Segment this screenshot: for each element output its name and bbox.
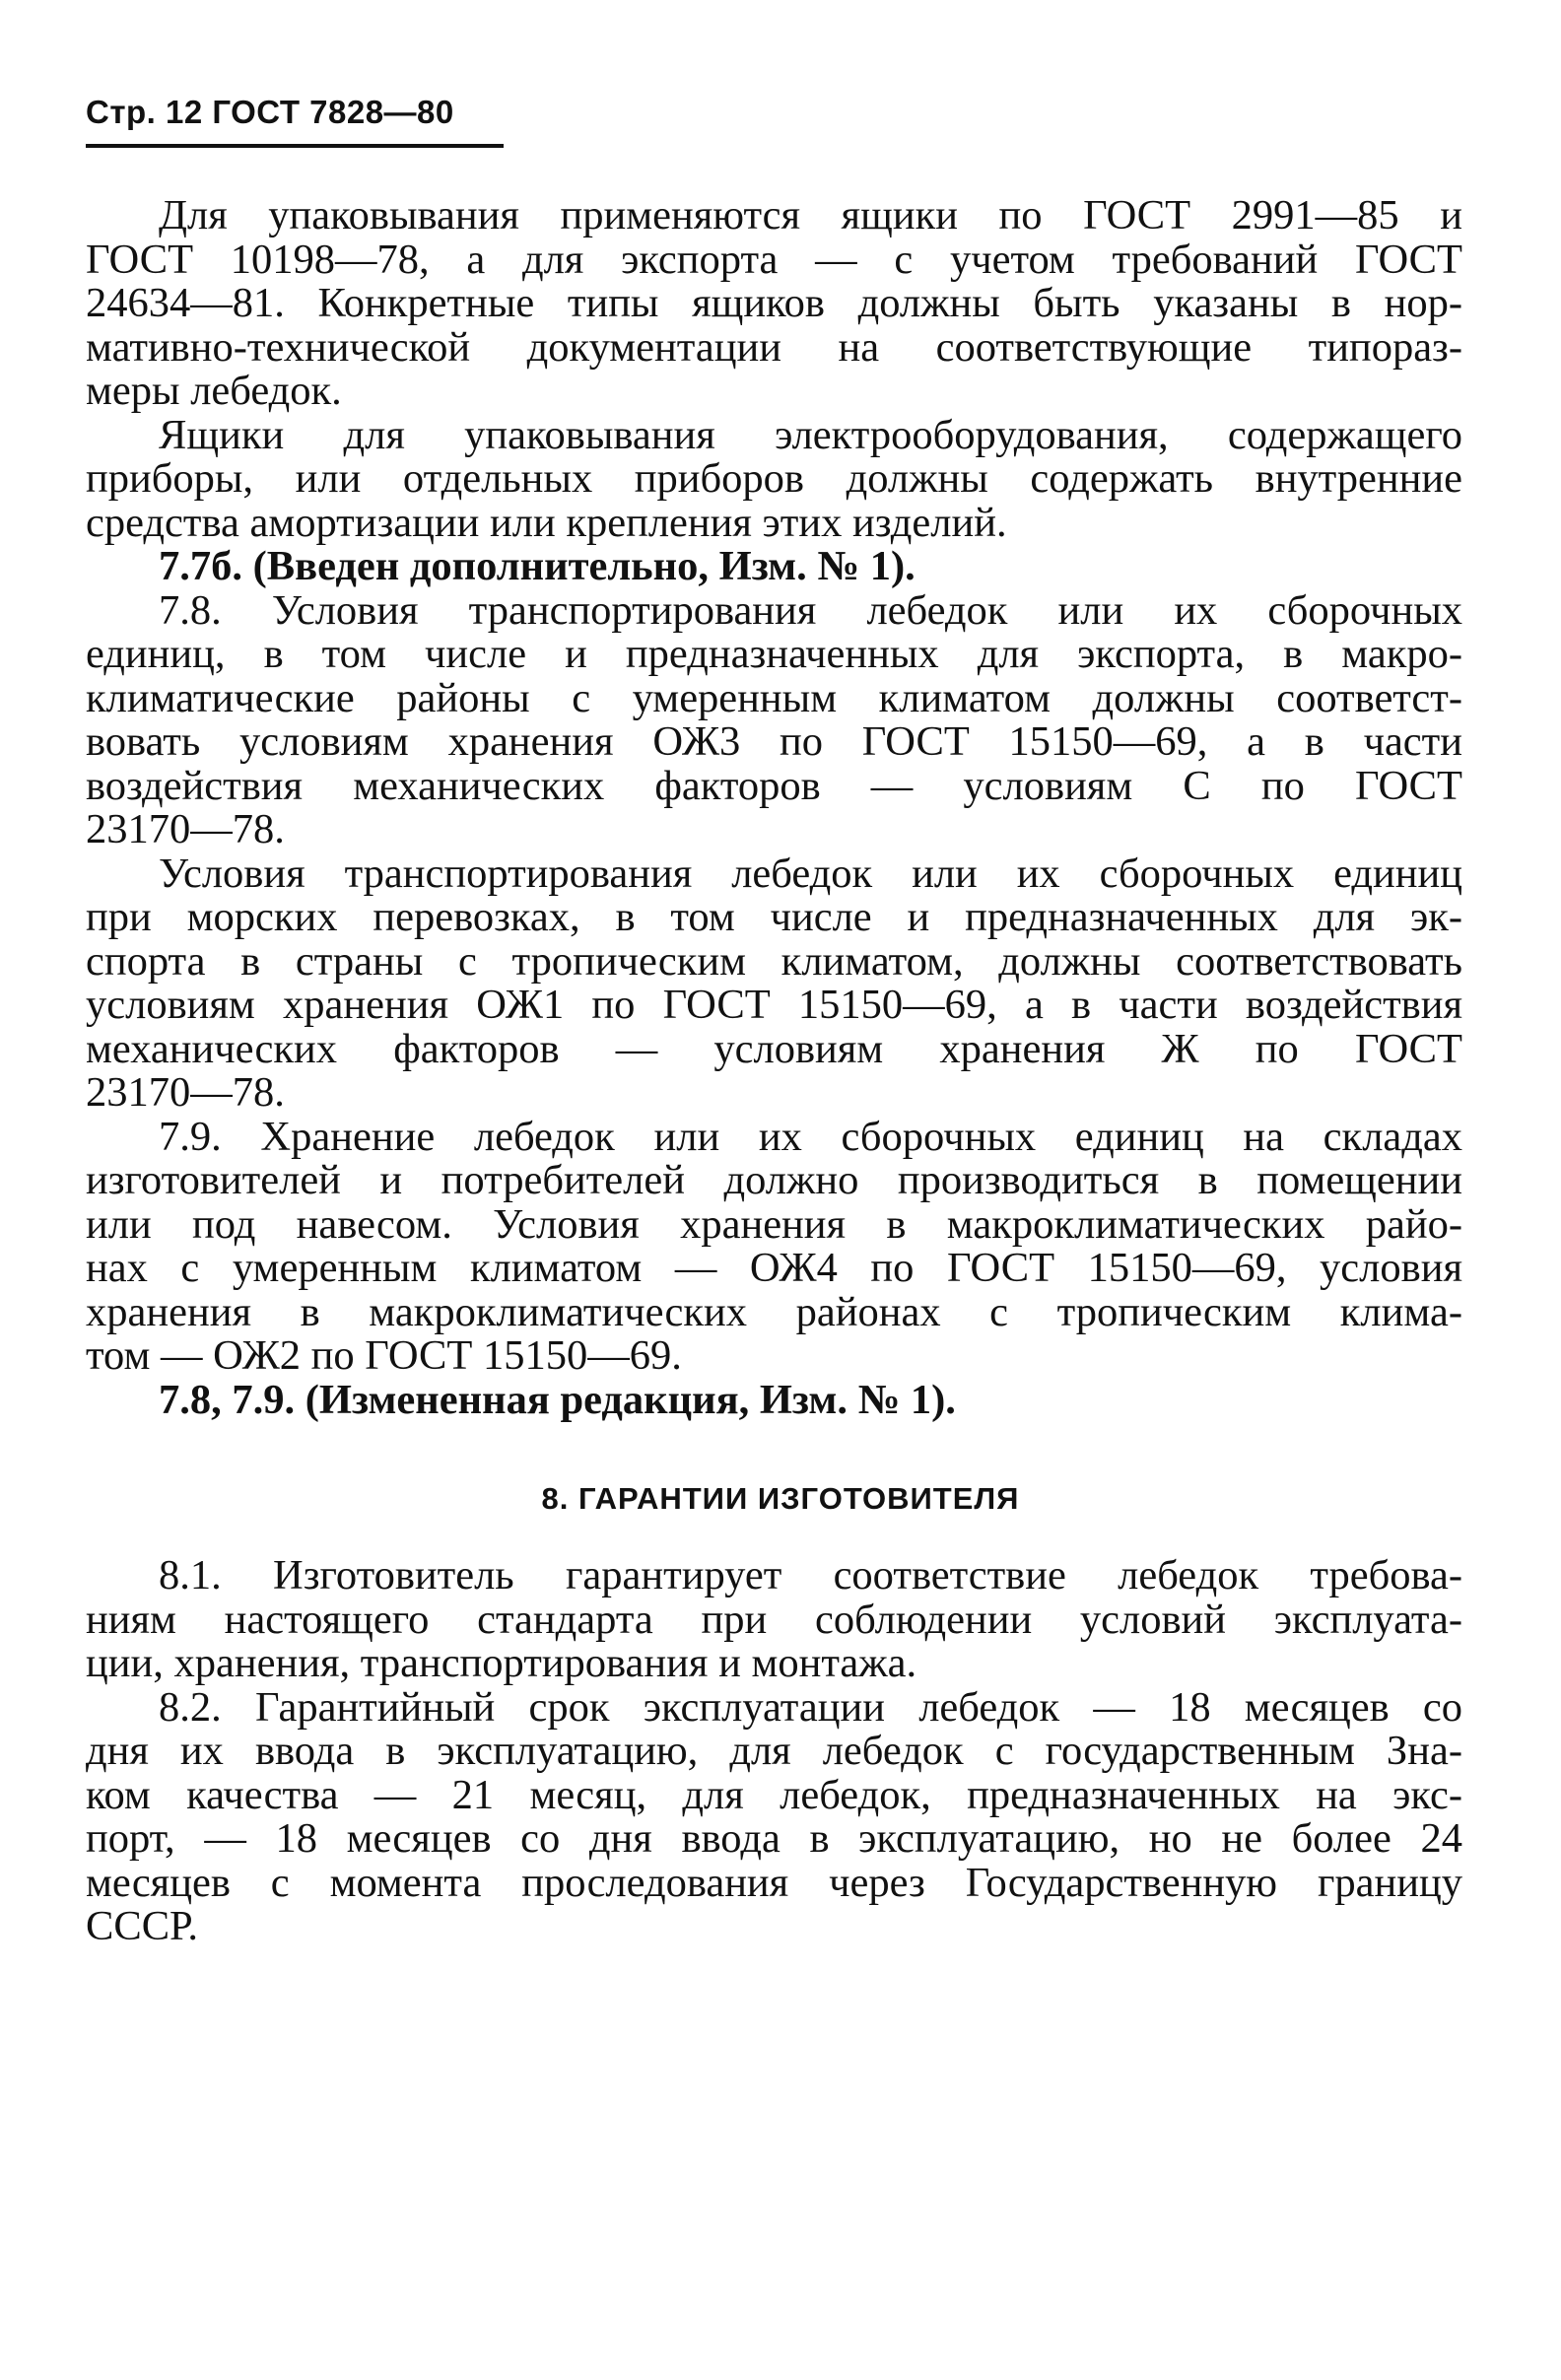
text-line: при морских перевозках, в том числе и предназначенных для эк- bbox=[86, 896, 1462, 940]
text-line: Условия транспортирования лебедок или их сборочных единиц bbox=[159, 851, 1462, 896]
text-line: средства амортизации или крепления этих изделий. bbox=[86, 501, 1007, 545]
text-line: 8.1. Изготовитель гарантирует соответствие лебедок требова- bbox=[159, 1554, 1462, 1598]
text-line: Для упаковывания применяются ящики по ГОСТ 2991—85 и bbox=[159, 194, 1462, 238]
text-line: месяцев с момента проследования через Государственную границу bbox=[86, 1861, 1462, 1905]
text-line: 7.8. Условия транспортирования лебедок или их сборочных bbox=[159, 588, 1462, 633]
text-line: ниям настоящего стандарта при соблюдении условий эксплуата- bbox=[86, 1598, 1462, 1642]
text-line: ГОСТ 10198—78, а для экспорта — с учетом требований ГОСТ bbox=[86, 238, 1462, 282]
text-line: СССР. bbox=[86, 1905, 198, 1949]
text-line: климатические районы с умеренным климатом должны соответст- bbox=[86, 676, 1462, 720]
text-line: изготовителей и потребителей должно производиться в помещении bbox=[86, 1159, 1462, 1203]
text-line: хранения в макроклиматических районах с тропическим клима- bbox=[86, 1290, 1462, 1334]
text-line: мативно-технической документации на соответствующие типораз- bbox=[86, 325, 1462, 370]
text-line: 23170—78. bbox=[86, 808, 285, 852]
amendment-note: 7.8, 7.9. (Измененная редакция, Изм. № 1). bbox=[159, 1378, 956, 1422]
page-header: Стр. 12 ГОСТ 7828—80 bbox=[86, 94, 454, 130]
text-line: 8.2. Гарантийный срок эксплуатации лебедок — 18 месяцев со bbox=[159, 1685, 1462, 1730]
text-line: ком качества — 21 месяц, для лебедок, предназначенных на экс- bbox=[86, 1773, 1462, 1817]
header-rule bbox=[86, 144, 504, 148]
text-line: воздействия механических факторов — условиям С по ГОСТ bbox=[86, 764, 1462, 808]
text-line: вовать условиям хранения ОЖ3 по ГОСТ 15150—69, а в части bbox=[86, 720, 1462, 765]
text-line: 24634—81. Конкретные типы ящиков должны быть указаны в нор- bbox=[86, 282, 1462, 326]
amendment-note: 7.7б. (Введен дополнительно, Изм. № 1). bbox=[159, 545, 916, 589]
text-line: порт, — 18 месяцев со дня ввода в эксплуатацию, но не более 24 bbox=[86, 1817, 1462, 1862]
text-line: ции, хранения, транспортирования и монтажа. bbox=[86, 1642, 917, 1686]
text-line: дня их ввода в эксплуатацию, для лебедок с государственным Зна- bbox=[86, 1730, 1462, 1774]
section-8-text bbox=[86, 1554, 1462, 1949]
text-line: спорта в страны с тропическим климатом, должны соответствовать bbox=[86, 939, 1462, 984]
text-line: 7.9. Хранение лебедок или их сборочных единиц на складах bbox=[159, 1115, 1462, 1159]
text-line: том — ОЖ2 по ГОСТ 15150—69. bbox=[86, 1334, 682, 1379]
section-heading: 8. ГАРАНТИИ ИЗГОТОВИТЕЛЯ bbox=[541, 1481, 1020, 1516]
text-line: меры лебедок. bbox=[86, 370, 342, 414]
text-line: или под навесом. Условия хранения в макроклиматических райо- bbox=[86, 1202, 1462, 1247]
text-line: приборы, или отдельных приборов должны содержать внутренние bbox=[86, 457, 1462, 502]
main-text bbox=[86, 194, 1462, 1422]
text-line: механических факторов — условиям хранения Ж по ГОСТ bbox=[86, 1027, 1462, 1071]
text-line: нах с умеренным климатом — ОЖ4 по ГОСТ 15150—69, условия bbox=[86, 1247, 1462, 1291]
text-line: Ящики для упаковывания электрооборудования, содержащего bbox=[159, 413, 1462, 457]
text-line: единиц, в том числе и предназначенных для экспорта, в макро- bbox=[86, 633, 1462, 677]
text-line: 23170—78. bbox=[86, 1071, 285, 1116]
text-line: условиям хранения ОЖ1 по ГОСТ 15150—69, а в части воздействия bbox=[86, 984, 1462, 1028]
